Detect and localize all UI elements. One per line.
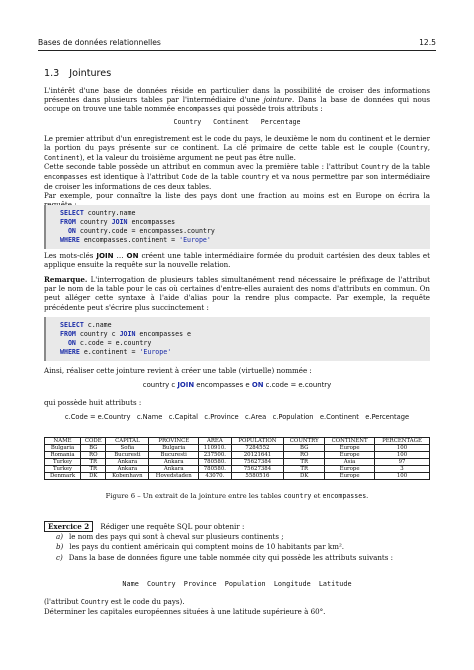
exercise-intro: Rédiger une requête SQL pour obtenir : (100, 522, 245, 531)
text: ), et la valeur du troisième argument ne peut pas être nulle. (79, 153, 296, 163)
table-header-cell: AREA (199, 438, 231, 445)
sql-text: country c (75, 330, 120, 338)
code-line (60, 339, 430, 348)
table-header-cell: NAME (45, 438, 81, 445)
keyword: ON (126, 251, 139, 260)
section-number: 1.3 (44, 68, 60, 79)
sql-text: c.name (83, 321, 112, 329)
exercise-header (44, 522, 430, 532)
code-line (60, 321, 430, 330)
table-cell: Ankara (149, 466, 199, 473)
text: créent une table intermédiaire formée du produit cartésien des deux tables et applique ensuite la requête sur la nouvelle relation. (44, 251, 430, 270)
table-header-cell: CAPITAL (106, 438, 149, 445)
eight-attributes: c.Code = e.Country c.Name c.Capital c.Province c.Area c.Population e.Continent e.Percentage (64, 413, 410, 421)
code-inline: Code (181, 173, 198, 182)
text: qui possède trois attributs : (223, 104, 323, 114)
table-cell: TR (81, 466, 106, 473)
text: de la table (391, 162, 430, 171)
text: Cette seconde table possède un attribut en commun avec la première table : l'attribut (44, 162, 359, 171)
text: country c (142, 381, 178, 389)
text: et va nous permettre par son intermédiaire de croiser les informations de ces deux tables. (44, 172, 430, 192)
sql-text: encompasses e (135, 330, 192, 338)
sql-keyword: SELECT (60, 321, 84, 329)
emphasis: jointure (263, 95, 292, 105)
item-text: les pays du contient américain qui comptent moins de 10 habitants par km². (69, 542, 345, 552)
text: . Dans la base de données qui nous occupe on trouve une table nommée (44, 95, 430, 114)
table-row (45, 445, 430, 452)
code-inline: Country (399, 144, 428, 153)
table-cell: Romania (45, 452, 81, 459)
table-cell: Asia (325, 459, 375, 466)
code-inline: Continent (44, 154, 80, 163)
table-cell: Europe (325, 473, 375, 480)
table-header-cell: POPULATION (231, 438, 284, 445)
table-cell: Sofia (106, 445, 149, 452)
sql-keyword: FROM (60, 330, 76, 338)
code-inline: Country (80, 598, 109, 606)
text: et (313, 492, 321, 500)
code-block-query (44, 205, 430, 249)
table-cell: BG (284, 445, 325, 452)
header-title: Bases de données relationnelles (38, 38, 161, 47)
city-attributes: Name Country Province Population Longitude Latitude (122, 580, 352, 588)
sql-text: encompasses (127, 218, 176, 226)
header-page-number: 12.5 (419, 38, 436, 47)
table-cell: Bulgaria (45, 445, 81, 452)
text: L'interrogation de plusieurs tables simultanément rend nécessaire le préfixage de l'attribut par le nom de la table pour le cas où certaines d'entre-elles auraient des noms d'attributs en commun. On peut alléger cette syntaxe à l'aide d'alias pour la rendre plus compacte. Par exemple, la requête précédente peut s'écrire plus succinctement : (44, 275, 430, 312)
sql-keyword: SELECT (60, 209, 84, 217)
code-line (60, 330, 430, 339)
table-cell: 100 (375, 445, 430, 452)
code-line (60, 218, 430, 227)
table-cell: 20121641 (231, 452, 284, 459)
join-table (44, 437, 430, 480)
figure-caption (44, 492, 430, 500)
table-cell: Bucuresti (149, 452, 199, 459)
remark-label: Remarque. (44, 275, 88, 284)
sql-text: encompasses.continent = (79, 236, 180, 244)
table-cell: TR (81, 459, 106, 466)
item-text: le nom des pays qui sont à cheval sur plusieurs continents ; (69, 532, 284, 542)
code-line (60, 348, 430, 357)
table-cell: Europe (325, 466, 375, 473)
text: est le code du pays). (110, 597, 185, 606)
code-line (60, 236, 430, 245)
table-cell: Europe (325, 445, 375, 452)
table-cell: 75627384 (231, 466, 284, 473)
table-cell: Ankara (106, 466, 149, 473)
table-cell: DK (284, 473, 325, 480)
table-cell: RO (284, 452, 325, 459)
table-cell: 7284552 (231, 445, 284, 452)
table-header-cell: COUNTRY (284, 438, 325, 445)
paragraph-country-note (44, 597, 430, 607)
table-cell: 100 (375, 452, 430, 459)
section-title: Jointures (69, 68, 112, 79)
sql-text: country.code = encompasses.country (75, 227, 215, 235)
sql-text: e.continent = (79, 348, 140, 356)
table-cell: Hovedstaden (149, 473, 199, 480)
table-cell: Bulgaria (149, 445, 199, 452)
text: … (116, 251, 124, 260)
running-header (38, 38, 436, 51)
table-cell: Ankara (106, 459, 149, 466)
table-header-row (45, 438, 430, 445)
exercise-item (50, 542, 430, 552)
section-heading (44, 68, 121, 79)
text: de la table (200, 172, 239, 182)
item-marker: c) (56, 552, 63, 562)
code-block-alias (44, 317, 430, 361)
table-cell: TR (284, 466, 325, 473)
table-cell: 97 (375, 459, 430, 466)
text: . (366, 492, 369, 500)
paragraph-eight: qui possède huit attributs : (44, 398, 142, 407)
table-cell: Bucuresti (106, 452, 149, 459)
exercise (44, 522, 430, 563)
sql-string: 'Europe' (139, 348, 172, 356)
attributes-line: Country Continent Percentage (173, 118, 301, 126)
text: c.code = e.country (263, 381, 332, 389)
table-cell: 100 (375, 473, 430, 480)
table-cell: Turkey (45, 459, 81, 466)
text: , (427, 143, 430, 153)
table-cell: 75627384 (231, 459, 284, 466)
text: Figure 6 – Un extrait de la jointure entre les tables (105, 492, 282, 500)
table-cell: Kobenhavn (106, 473, 149, 480)
table-cell: 780580. (199, 459, 231, 466)
table-cell: Turkey (45, 466, 81, 473)
table-cell: BG (81, 445, 106, 452)
text: L'intérêt d'une base de données réside en particulier dans la possibilité de croiser des informations présentes dans plusieurs tables par l'intermédiaire d'une (44, 86, 430, 105)
code-inline: encompasses (44, 173, 88, 182)
table-header-cell: CONTINENT (325, 438, 375, 445)
exercise-items (44, 532, 430, 563)
table-row (45, 473, 430, 480)
code-inline: encompasses (177, 105, 221, 114)
table-header-cell: CODE (81, 438, 106, 445)
sql-keyword: WHERE (60, 236, 80, 244)
keyword: ON (251, 381, 264, 389)
item-text: Dans la base de données figure une table nommée city qui possède les attributs suivants : (68, 552, 394, 562)
text: encompasses e (194, 381, 252, 389)
table-cell: 237500. (199, 452, 231, 459)
sql-keyword: JOIN (119, 330, 136, 338)
table-cell: 43070. (199, 473, 231, 480)
code-inline: country (283, 492, 312, 500)
keyword: JOIN (177, 381, 195, 389)
sql-keyword: FROM (60, 218, 76, 226)
sql-keyword: JOIN (111, 218, 128, 226)
table-header-cell: PERCENTAGE (375, 438, 430, 445)
sql-text: country.name (83, 209, 136, 217)
table-row (45, 466, 430, 473)
table-cell: Ankara (149, 459, 199, 466)
virtual-table-expression (44, 381, 430, 390)
paragraph-join (44, 251, 430, 269)
sql-text: c.code = e.country (75, 339, 152, 347)
code-inline: encompasses (322, 492, 367, 500)
item-marker: a) (56, 532, 63, 542)
code-inline: Country (361, 163, 389, 171)
text: Le premier attribut d'un enregistrement est le code du pays, le deuxième le nom du continent et le dernier la portion du pays présente sur ce continent. La clé primaire de cette table est le couple ( (44, 134, 430, 153)
sql-keyword: WHERE (60, 348, 80, 356)
table-header-cell: PROVINCE (149, 438, 199, 445)
sql-string: 'Europe' (179, 236, 211, 244)
paragraph-intro (44, 86, 430, 115)
table-cell: 3 (375, 466, 430, 473)
exercise-label: Exercice 2 (44, 521, 93, 532)
sql-keyword: ON (67, 339, 76, 347)
paragraph-virtual: Ainsi, réaliser cette jointure revient à créer une table (virtuelle) nommée : (44, 366, 312, 375)
sql-text: country (75, 218, 112, 226)
table-cell: TR (284, 459, 325, 466)
code-line (60, 227, 430, 236)
table-cell: 5580516 (231, 473, 284, 480)
text: est identique à l'attribut (90, 172, 179, 182)
code-line (60, 209, 430, 218)
sql-keyword: ON (67, 227, 76, 235)
table-cell: DK (81, 473, 106, 480)
paragraph-capitals: Déterminer les capitales européennes situées à une latitude supérieure à 60°. (44, 607, 326, 616)
paragraph-common (44, 162, 430, 192)
paragraph-remark (44, 275, 430, 312)
table-cell: RO (81, 452, 106, 459)
table-cell: Europe (325, 452, 375, 459)
exercise-item (50, 532, 430, 542)
item-marker: b) (56, 542, 64, 552)
code-inline: country (241, 173, 270, 182)
keyword: JOIN (96, 251, 114, 260)
text: Les mots-clés (44, 251, 94, 260)
table-row (45, 452, 430, 459)
text: (l'attribut (44, 597, 79, 606)
table-cell: 110910. (199, 445, 231, 452)
exercise-item (50, 553, 430, 563)
paragraph-example: Par exemple, pour connaître la liste des pays dont une fraction au moins est en Europe on écrira la (44, 191, 430, 200)
paragraph-key (44, 134, 430, 164)
table-row (45, 459, 430, 466)
table-cell: 780580. (199, 466, 231, 473)
table-cell: Denmark (45, 473, 81, 480)
